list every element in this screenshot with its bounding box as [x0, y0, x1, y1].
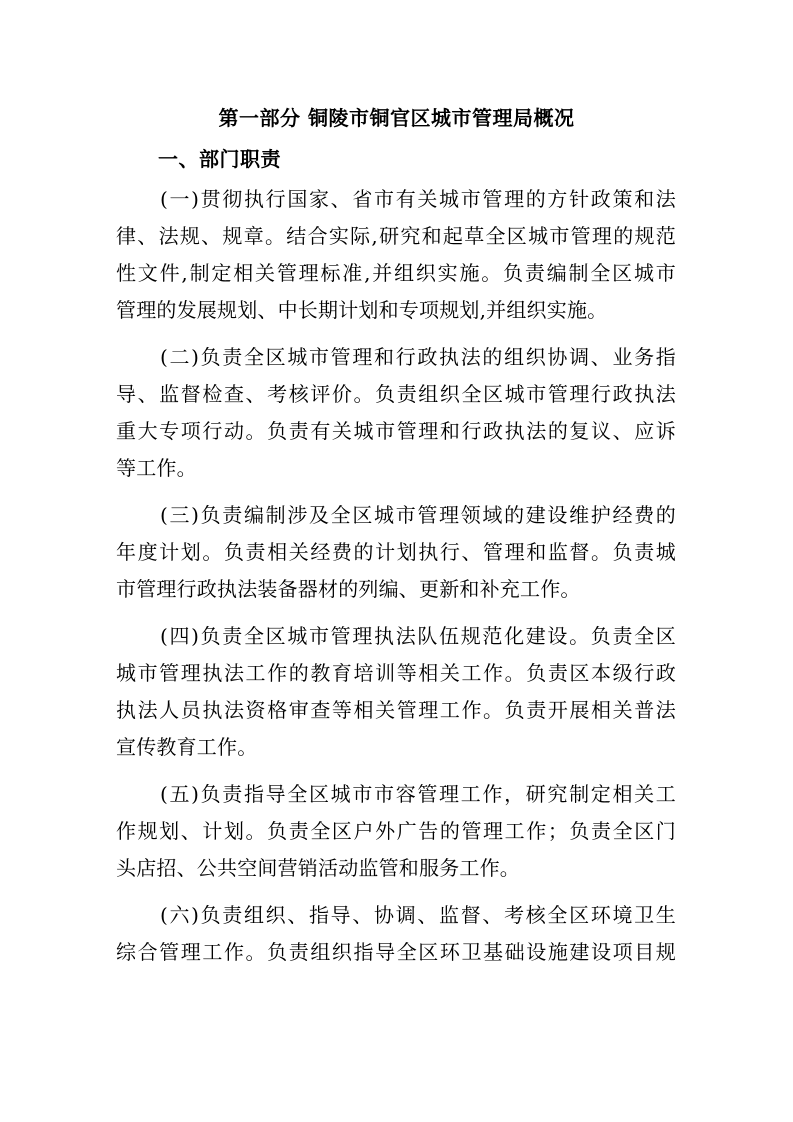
- text-line: 综合管理工作。负责组织指导全区环卫基础设施建设项目规: [116, 940, 676, 964]
- paragraph-5: [116, 776, 676, 887]
- text-line: (六)负责组织、指导、协调、监督、考核全区环境卫生: [160, 903, 676, 927]
- paragraph-3: [116, 497, 676, 608]
- text-line: 性文件,制定相关管理标准,并组织实施。负责编制全区城市: [116, 261, 676, 285]
- text-line: (一)贯彻执行国家、省市有关城市管理的方针政策和法: [160, 187, 676, 211]
- text-line: (四)负责全区城市管理执法队伍规范化建设。负责全区: [160, 624, 676, 648]
- text-line: 执法人员执法资格审查等相关管理工作。负责开展相关普法: [116, 698, 676, 722]
- text-line: 重大专项行动。负责有关城市管理和行政执法的复议、应诉: [116, 419, 676, 443]
- text-line: 宣传教育工作。: [116, 735, 258, 759]
- text-line: 管理的发展规划、中长期计划和专项规划,并组织实施。: [116, 298, 608, 322]
- text-line: 年度计划。负责相关经费的计划执行、管理和监督。负责城: [116, 540, 676, 564]
- text-line: 市管理行政执法装备器材的列编、更新和补充工作。: [116, 577, 581, 601]
- section-heading: 一、部门职责: [158, 147, 281, 171]
- paragraph-2: [116, 339, 676, 487]
- paragraph-1: [116, 181, 676, 329]
- document-title: 第一部分 铜陵市铜官区城市管理局概况: [218, 106, 575, 130]
- text-line: 导、监督检查、考核评价。负责组织全区城市管理行政执法: [116, 382, 676, 406]
- text-line: 律、法规、规章。结合实际,研究和起草全区城市管理的规范: [116, 224, 676, 248]
- paragraph-6: [116, 897, 676, 971]
- text-line: (五)负责指导全区城市市容管理工作，研究制定相关工: [160, 782, 676, 806]
- paragraph-4: [116, 618, 676, 766]
- text-line: 等工作。: [116, 456, 197, 480]
- body-text: [116, 181, 676, 981]
- text-line: 头店招、公共空间营销活动监管和服务工作。: [116, 856, 520, 880]
- text-line: (三)负责编制涉及全区城市管理领域的建设维护经费的: [160, 503, 676, 527]
- text-line: (二)负责全区城市管理和行政执法的组织协调、业务指: [160, 345, 676, 369]
- text-line: 城市管理执法工作的教育培训等相关工作。负责区本级行政: [116, 661, 676, 685]
- text-line: 作规划、计划。负责全区户外广告的管理工作；负责全区门: [116, 819, 676, 843]
